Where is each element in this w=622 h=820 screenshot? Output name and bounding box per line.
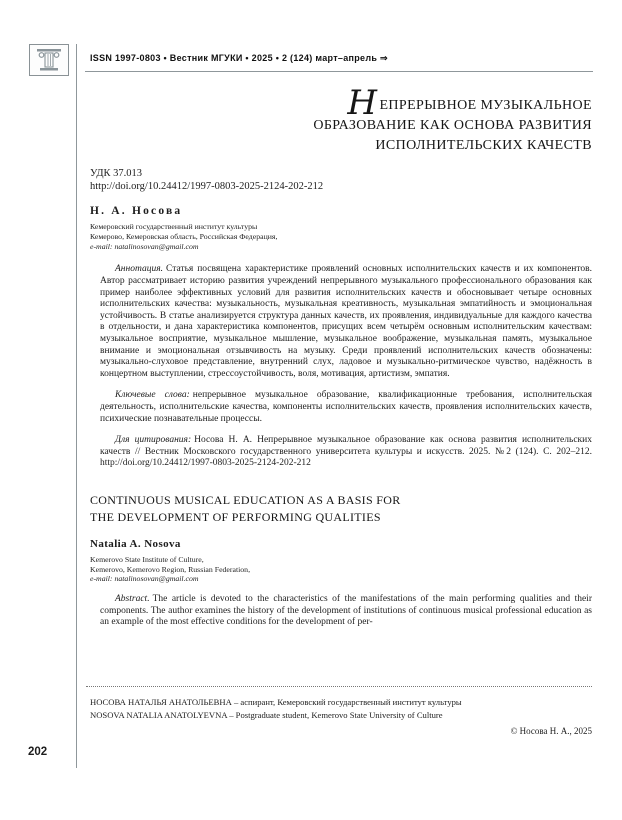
article-title-en — [90, 492, 592, 526]
affiliation-ru-line2: Кемерово, Кемеровская область, Российская Федерация, — [90, 231, 278, 241]
abstract-ru-label: Аннотация. — [115, 264, 163, 275]
keywords-ru — [100, 390, 592, 425]
title-en-line2: THE DEVELOPMENT OF PERFORMING QUALITIES — [90, 509, 381, 524]
affiliation-en-line2: Kemerovo, Kemerovo Region, Russian Federation, — [90, 564, 251, 574]
author-bio-en: NOSOVA NATALIA ANATOLYEVNA – Postgraduate student, Kemerovo State University of Culture — [90, 710, 443, 720]
affiliation-en-line1: Kemerovo State Institute of Culture, — [90, 554, 204, 564]
copyright-notice: © Носова Н. А., 2025 — [510, 726, 592, 736]
author-bios — [90, 696, 592, 722]
title-ru-line3: ИСПОЛНИТЕЛЬСКИХ КАЧЕСТВ — [375, 138, 592, 153]
journal-logo — [29, 44, 69, 76]
author-email-en[interactable]: e-mail: natalinosovan@gmail.com — [90, 574, 199, 584]
author-name-ru: Н. А. Носова — [90, 205, 183, 217]
citation-paragraph — [100, 435, 592, 470]
keywords-ru-label: Ключевые слова: — [115, 390, 190, 401]
author-name-en: Natalia A. Nosova — [90, 537, 181, 550]
doi-link[interactable]: http://doi.org/10.24412/1997-0803-2025-2124-202-212 — [90, 181, 324, 192]
author-bio-ru: НОСОВА НАТАЛЬЯ АНАТОЛЬЕВНА – аспирант, Кемеровский государственный институт культуры — [90, 697, 462, 707]
author-email-ru[interactable]: e-mail: natalinosovan@gmail.com — [90, 241, 199, 251]
left-vertical-rule — [76, 44, 77, 768]
abstract-ru — [100, 264, 592, 380]
abstract-en-text: The article is devoted to the characteristics of the manifestations of the main performing qualities and their components. The author examines the history of the development of institutions of continuous musical professional education as an example of the most effective conditions for the development of per- — [100, 594, 592, 628]
page-footer — [90, 686, 592, 736]
title-ru-line1: ЕПРЕРЫВНОЕ МУЗЫКАЛЬНОЕ — [379, 98, 592, 113]
abstract-en — [100, 594, 592, 629]
citation-label: Для цитирования: — [115, 435, 192, 446]
decorative-initial: Н — [347, 83, 378, 123]
abstract-ru-text: Статья посвящена характеристике проявлений основных исполнительских качеств и их компонентов. Автор рассматривает историю развития учреждений непрерывного музыкального профессионального образования как пример наиболее эффективных условий для развития исполнительских качеств и обосновывает четыре основных исполнительских качества: музыкальность, музыкальная креативность, музыкальная эмпатийность и эмоциональная устойчивость. В статье анализируется структура данных качеств, их проявления, индивидуальные для каждого качества в отдельности, и дана характеристика компонентов, присущих всем четырём основным исполнительским качествам: музыкальное восприятие, музыкальное мышление, музыкальное воображение, музыкальная память, музыкальное внимание и эмоциональная отзывчивость на музыку. Среди проявлений исполнительских качеств обозначены: музыкально-слуховое представление, внутренний слух, ладовое и музыкально-ритмическое чувство, надёжность в концертном выступлении, стрессоустойчивость, воля, мотивация, артистизм, эмпатия. — [100, 264, 592, 379]
column-icon — [35, 48, 63, 72]
title-en-line1: CONTINUOUS MUSICAL EDUCATION AS A BASIS FOR — [90, 492, 401, 507]
abstract-en-label: Abstract. — [115, 594, 150, 605]
affiliation-ru-line1: Кемеровский государственный институт культуры — [90, 222, 258, 231]
citation-text: Носова Н. А. Непрерывное музыкальное образование как основа развития исполнительских качеств // Вестник Московского государственного университета культуры и искусств. 2025. №2 (124). С. 202–212. http://doi.org/10.24412/1997-0803-2025-2124-202-212 — [100, 435, 592, 469]
journal-header: ISSN 1997-0803 • Вестник МГУКИ • 2025 • 2 (124) март–апрель ⇒ — [90, 53, 388, 63]
article-title-ru — [90, 83, 592, 156]
udc-code: УДК 37.013 — [90, 168, 143, 179]
affiliation-ru — [90, 222, 592, 251]
affiliation-en — [90, 555, 592, 584]
page-number: 202 — [28, 746, 48, 758]
title-ru-line2: ОБРАЗОВАНИЕ КАК ОСНОВА РАЗВИТИЯ — [313, 118, 592, 133]
article-body — [90, 0, 592, 629]
keywords-ru-text: непрерывное музыкальное образование, квалификационные требования, исполнительская деятельность, исполнительские качества, компоненты исполнительских качеств, проявления исполнительских качеств, психические познавательные процессы. — [100, 390, 592, 424]
dotted-separator — [86, 686, 592, 687]
